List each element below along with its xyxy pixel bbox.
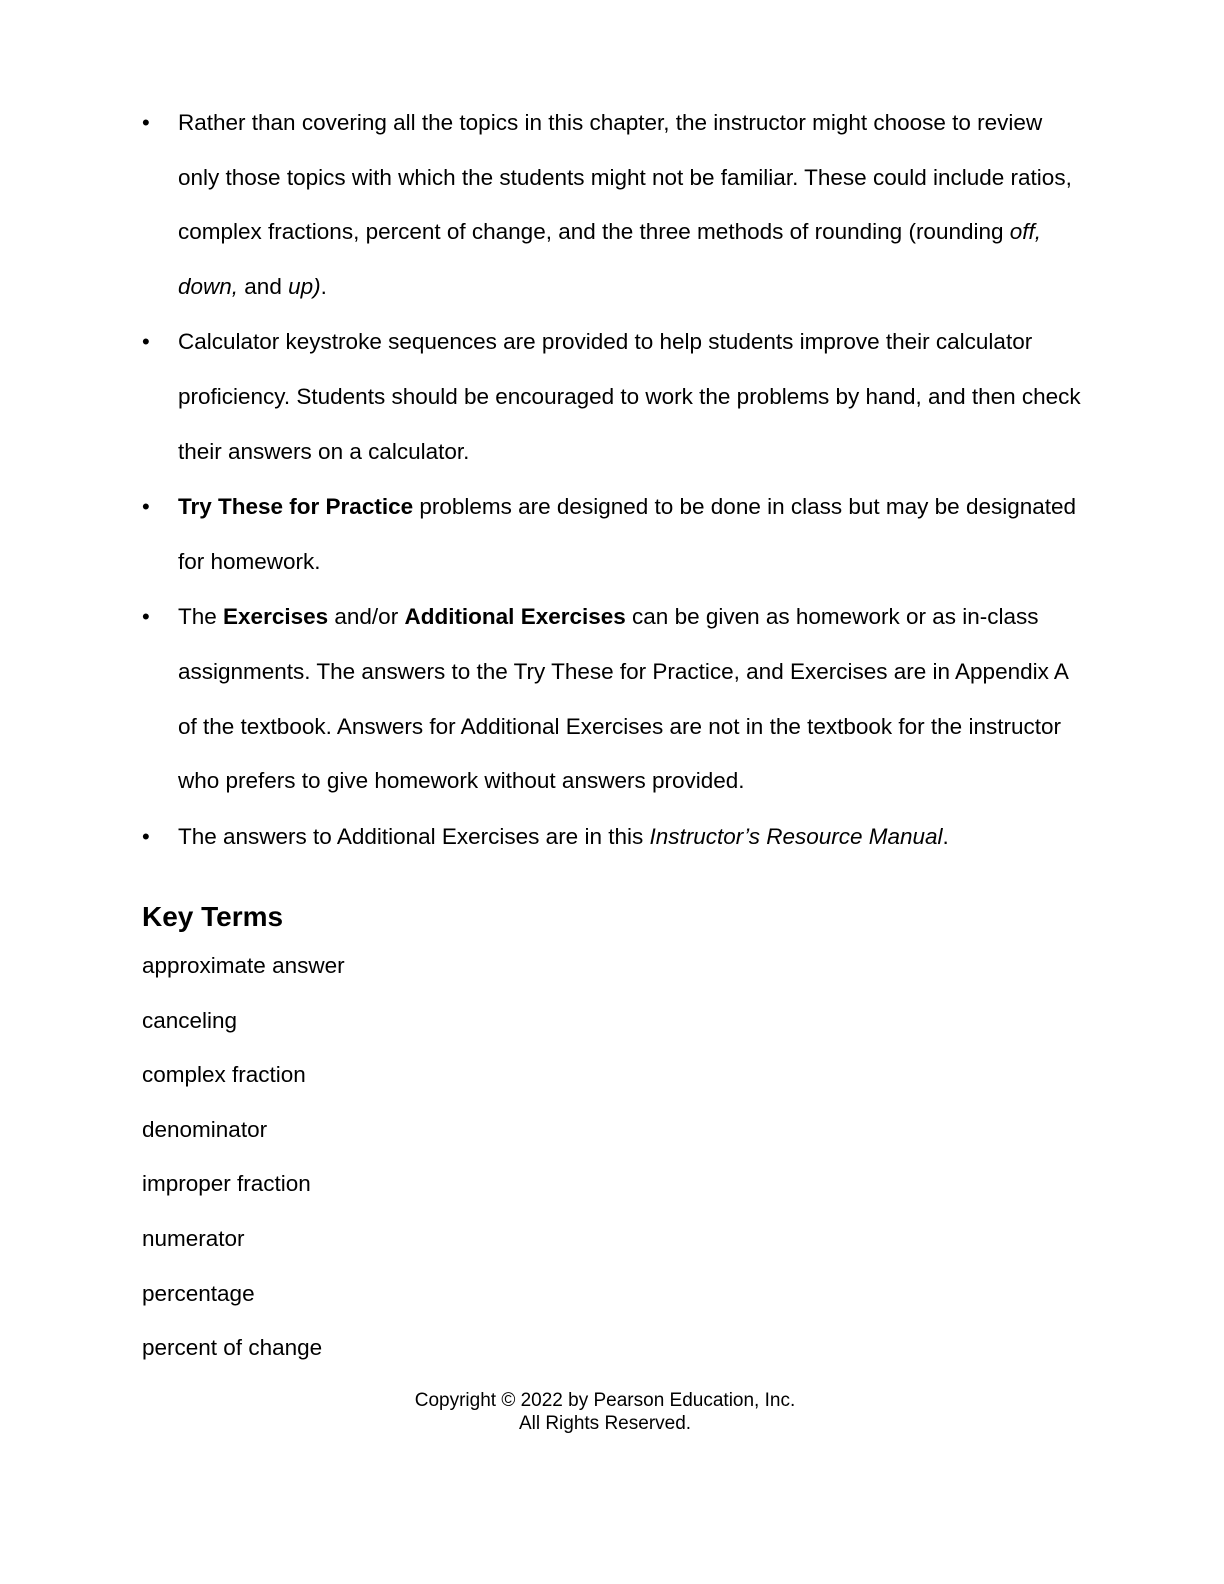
bullet-text: and/or: [328, 604, 405, 630]
bullet-text: problems are designed to be done in class but may be designated for homework.: [178, 494, 1077, 574]
bullet-text: Rather than covering all the topics in this chapter, the instructor might choose to review only those topics with which the students might not be familiar. These could include ratios, complex fractions, percent of change, and the three methods of rounding (rounding: [178, 110, 1072, 245]
bullet-item: [142, 315, 1082, 479]
key-term: complex fraction: [142, 1062, 306, 1088]
key-term: numerator: [142, 1225, 245, 1251]
key-term: denominator: [142, 1116, 268, 1142]
bullet-text: and: [238, 273, 289, 299]
italic-text: Instructor’s Resource Manual: [649, 823, 943, 849]
bullet-icon: •: [142, 329, 150, 355]
copyright-notice: Copyright © 2022 by Pearson Education, Inc.: [414, 1390, 796, 1411]
page-footer: [0, 1389, 1210, 1435]
bullet-text: .: [942, 823, 949, 849]
bullet-text: can be given as homework or as in-class assignments. The answers to the Try These for Practice, and Exercises are in Appendix A of the textbook. Answers for Additional Exercises are not in the textbook for the instructor who prefers to give homework without answers provided.: [178, 604, 1068, 794]
bold-text: Try These for Practice: [178, 494, 414, 520]
bullet-item: [142, 96, 1082, 314]
bullet-icon: •: [142, 823, 150, 849]
bullet-icon: •: [142, 494, 150, 520]
key-term: approximate answer: [142, 953, 345, 978]
bullet-text: .: [320, 273, 327, 299]
key-term: canceling: [142, 1007, 238, 1033]
key-term: percent of change: [142, 1335, 323, 1361]
bold-text: Exercises: [223, 604, 329, 630]
bullet-item: [142, 810, 1082, 865]
bold-text: Additional Exercises: [404, 604, 626, 630]
teaching-tips-list: [142, 96, 1082, 865]
key-term: percentage: [142, 1280, 255, 1306]
bullet-text: The: [178, 604, 224, 630]
bullet-icon: •: [142, 604, 150, 630]
rights-notice: All Rights Reserved.: [518, 1413, 692, 1434]
bullet-item: [142, 590, 1082, 808]
italic-text: up): [288, 273, 321, 299]
key-term: improper fraction: [142, 1171, 311, 1197]
bullet-item: [142, 480, 1082, 589]
key-terms-list: [142, 939, 345, 1376]
key-terms-heading: Key Terms: [142, 901, 284, 932]
bullet-icon: •: [142, 110, 150, 135]
italic-text: off, down,: [178, 219, 1042, 299]
bullet-text: Calculator keystroke sequences are provided to help students improve their calculator proficiency. Students should be encouraged to work the problems by hand, and then check their answers on a calculator.: [178, 329, 1081, 464]
bullet-text: The answers to Additional Exercises are in this: [178, 823, 650, 849]
